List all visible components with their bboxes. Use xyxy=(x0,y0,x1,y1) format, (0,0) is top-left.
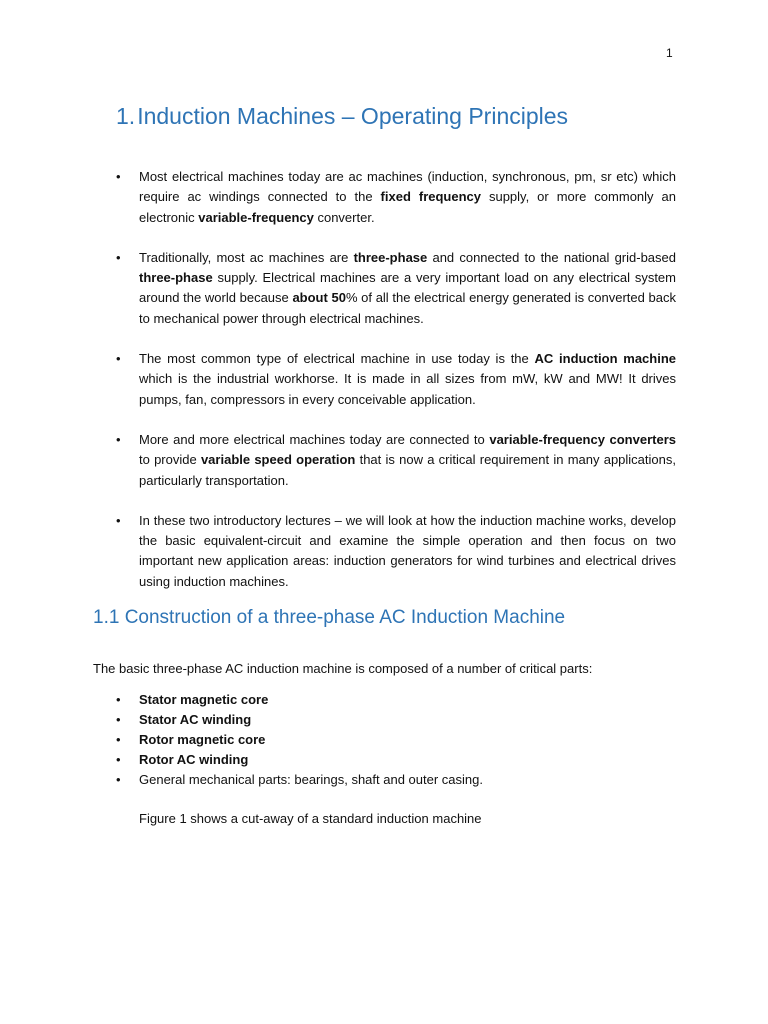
text: that is now a critical requirement in many applications, particularly transportation. xyxy=(139,452,676,488)
bullet-dot-icon: • xyxy=(116,431,121,447)
intro-paragraph: The basic three-phase AC induction machine is composed of a number of critical parts: xyxy=(93,661,593,676)
bullet-dot-icon: • xyxy=(116,772,121,787)
text: % of all the electrical energy generated is converted back to mechanical power through electrical machines. xyxy=(139,290,676,326)
part-item xyxy=(116,770,676,790)
bullet-dot-icon: • xyxy=(116,249,121,265)
text: In these two introductory lectures – we will look at how the induction machine works, develop the basic equivalent-circuit and examine the simple operation and then focus on two important new application areas: induction generators for wind turbines and electrical drives using induction machines. xyxy=(139,512,676,589)
bullet-dot-icon: • xyxy=(116,512,121,528)
bullet-dot-icon: • xyxy=(116,752,121,767)
part-item xyxy=(116,690,676,710)
section-title: Induction Machines – Operating Principles xyxy=(137,103,569,129)
text: converter. xyxy=(313,209,375,225)
bold-text: AC induction machine xyxy=(534,351,677,367)
text: More and more electrical machines today are connected to xyxy=(139,431,490,447)
text: and connected to the national grid-based xyxy=(427,249,676,265)
bold-text: fixed frequency xyxy=(380,189,481,205)
page-number: 1 xyxy=(666,46,673,60)
bullet-dot-icon: • xyxy=(116,169,121,184)
text: to provide xyxy=(139,452,201,468)
part-label: Rotor magnetic core xyxy=(139,732,266,747)
bullet-dot-icon: • xyxy=(116,712,121,727)
bullet-item xyxy=(116,248,676,329)
text: Traditionally, most ac machines are xyxy=(139,249,354,265)
bullet-dot-icon: • xyxy=(116,351,121,367)
bullet-item xyxy=(116,349,676,410)
bullet-dot-icon: • xyxy=(116,692,121,707)
part-label: Stator AC winding xyxy=(139,712,252,727)
part-item xyxy=(116,750,676,770)
bullet-item xyxy=(116,511,676,592)
text: The most common type of electrical machine in use today is the xyxy=(139,351,535,367)
bold-text: variable-frequency converters xyxy=(489,431,676,447)
bullet-dot-icon: • xyxy=(116,732,121,747)
bold-text: three-phase xyxy=(353,249,428,265)
text: supply, or more commonly an electronic xyxy=(139,189,676,225)
section-number: 1. xyxy=(116,103,136,129)
figure-note: Figure 1 shows a cut-away of a standard induction machine xyxy=(139,811,482,826)
subsection-heading-1-1: 1.1 Construction of a three-phase AC Induction Machine xyxy=(93,607,566,628)
part-item xyxy=(116,710,676,730)
part-label: Stator magnetic core xyxy=(139,692,269,707)
principles-bullet-list xyxy=(116,167,676,612)
bold-text: variable-frequency xyxy=(198,209,314,225)
text: supply. Electrical machines are a very important load on any electrical system around the world because xyxy=(139,270,676,306)
bold-text: three-phase xyxy=(139,270,213,286)
parts-bullet-list xyxy=(116,690,676,790)
bullet-item xyxy=(116,430,676,491)
part-label: General mechanical parts: bearings, shaft and outer casing. xyxy=(139,772,483,787)
bold-text: about 50 xyxy=(292,290,346,306)
text: which is the industrial workhorse. It is made in all sizes from mW, kW and MW! It drives pumps, fan, compressors in every conceivable application. xyxy=(139,371,676,407)
section-heading-1 xyxy=(116,103,568,130)
part-item xyxy=(116,730,676,750)
bullet-item xyxy=(116,167,676,228)
part-label: Rotor AC winding xyxy=(139,752,249,767)
text: Most electrical machines today are ac machines (induction, synchronous, pm, sr etc) which require ac windings connected to the xyxy=(139,169,676,205)
bold-text: variable speed operation xyxy=(200,452,356,468)
